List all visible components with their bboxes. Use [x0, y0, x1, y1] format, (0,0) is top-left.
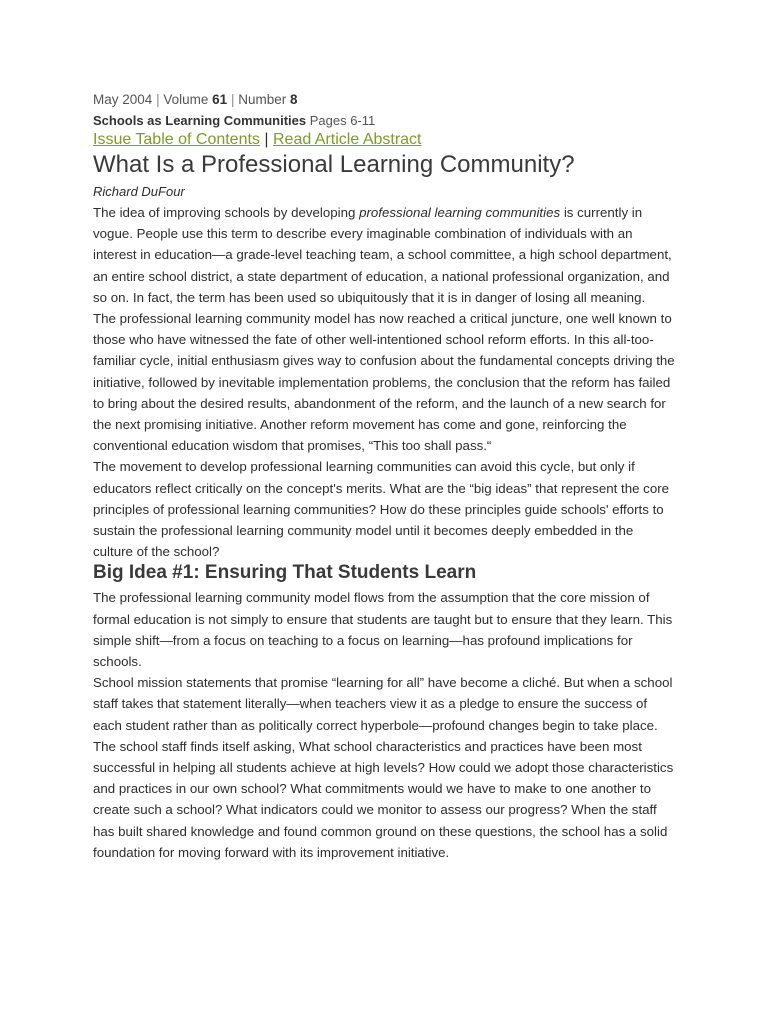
number-label: Number [238, 92, 287, 107]
lead-paragraph-text: is currently in vogue. People use this term to describe every imaginable combination of individuals with an interest in education—a grade-level teaching team, a school committee, a high school department, an entire school district, a state department of education, a national professional organization, and so on. In fact, the term has been used so ubiquitously that it is in danger of losing all meaning. [93, 205, 672, 305]
paragraph: School mission statements that promise “learning for all” have become a cliché. But when a school staff takes that statement literally—when teachers view it as a pledge to ensure the success of each student rather than as politically correct hyperbole—profound changes begin to take place. The school staff finds itself asking, What school characteristics and practices have been most successful in helping all students achieve at high levels? How could we adopt those characteristics and practices in our own school? What commitments would we have to make to one another to create such a school? What indicators could we monitor to assess our progress? When the staff has built shared knowledge and found common ground on these questions, the school has a solid foundation for moving forward with its improvement initiative. [93, 675, 674, 860]
meta-separator: | [156, 92, 160, 107]
issue-theme-line [93, 110, 675, 131]
issue-date: May 2004 [93, 92, 153, 107]
links-separator: | [264, 131, 269, 148]
issue-table-of-contents-link[interactable]: Issue Table of Contents [93, 131, 260, 148]
article [93, 89, 675, 863]
section-heading: Big Idea #1: Ensuring That Students Learn [93, 562, 477, 584]
issue-theme-title: Schools as Learning Communities [93, 113, 307, 128]
page-range: Pages 6-11 [309, 113, 376, 128]
article-title: What Is a Professional Learning Community? [93, 151, 575, 178]
paragraph: The professional learning community model flows from the assumption that the core mission of formal education is not simply to ensure that students are taught but to ensure that they learn. This simple shift—from a focus on teaching to a focus on learning—has profound implications for schools. [93, 590, 673, 670]
issue-number: 8 [290, 92, 298, 107]
read-article-abstract-link[interactable]: Read Article Abstract [272, 131, 422, 148]
article-body [93, 202, 675, 863]
issue-meta [93, 89, 675, 110]
lead-paragraph-text: The idea of improving schools by developing [93, 205, 360, 220]
paragraph: The movement to develop professional learning communities can avoid this cycle, but only if educators reflect critically on the concept's merits. What are the “big ideas” that represent the core principles of professional learning communities? How do these principles guide schools' efforts to sustain the professional learning community model until it becomes deeply embedded in the culture of the school? [93, 459, 670, 560]
paragraph: The professional learning community model has now reached a critical juncture, one well known to those who have witnessed the fate of other well-intentioned school reform efforts. In this all-too-familiar cycle, initial enthusiasm gives way to confusion about the fundamental concepts driving the initiative, followed by inevitable implementation problems, the conclusion that the reform has failed to bring about the desired results, abandonment of the reform, and the launch of a new search for the next promising initiative. Another reform movement has come and gone, reinforcing the conventional education wisdom that promises, “This too shall pass.“ [93, 311, 675, 454]
lead-paragraph [93, 202, 675, 308]
lead-paragraph-emphasis: professional learning communities [359, 205, 561, 220]
article-author: Richard DuFour [93, 184, 185, 199]
article-links [93, 131, 675, 148]
meta-separator: | [230, 92, 235, 107]
volume-label: Volume [163, 92, 209, 107]
volume-number: 61 [212, 92, 228, 107]
